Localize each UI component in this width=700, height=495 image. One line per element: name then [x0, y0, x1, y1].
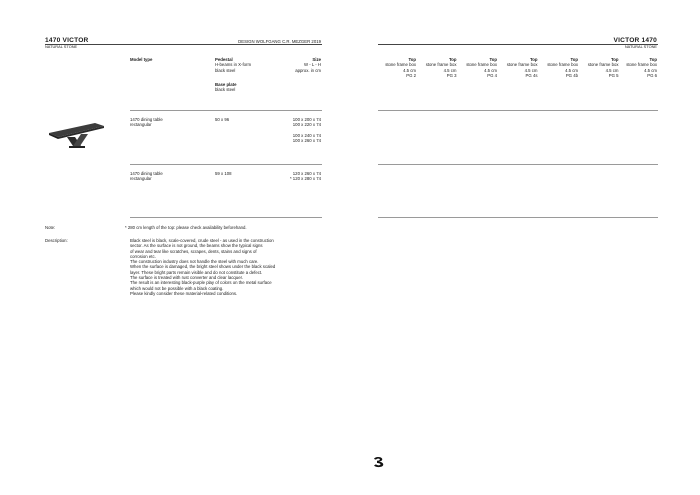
brand-logo-icon [372, 456, 386, 468]
right-row-divider-2 [378, 164, 658, 165]
size-desc-2: approx. in cm [295, 67, 321, 73]
row-1-size-2: 100 x 220 x 74 [292, 122, 321, 128]
price-column-3 [457, 57, 497, 78]
price-column-3-thickness: 4.5 cm [484, 67, 497, 73]
price-column-3-head: Top [489, 57, 497, 62]
price-column-6-material: stone frame box [587, 62, 619, 68]
description-line-11: Please kindly consider these material-related conditions. [130, 290, 238, 296]
row-2-pedestal: 59 x 108 [215, 171, 232, 176]
price-column-2-material: stone frame box [425, 62, 457, 68]
row-2-size-1: 120 x 260 x 74 [292, 171, 321, 176]
price-column-7-thickness: 4.5 cm [644, 67, 657, 73]
price-column-4-head: Top [529, 57, 538, 62]
row-2-size-2: * 120 x 280 x 74 [289, 176, 321, 182]
row-divider-1 [130, 110, 322, 111]
pedestal-title: Pedestal [215, 57, 233, 62]
price-column-4-group: PG 4s [525, 72, 538, 78]
pedestal-desc-1: H-beams in X-form [215, 62, 252, 68]
base-plate-title: Base plate [215, 82, 237, 87]
table-illustration [47, 113, 107, 153]
left-page-title: 1470 VICTOR [45, 37, 89, 44]
right-row-divider-1 [378, 110, 658, 111]
price-column-6 [579, 57, 619, 78]
row-1-size-3: 100 x 240 x 74 [292, 132, 321, 138]
row-1-model-name: 1470 dining table [130, 117, 163, 122]
price-column-2-thickness: 4.5 cm [443, 67, 457, 73]
price-column-3-material: stone frame box [466, 62, 497, 68]
price-column-5-group: PG 4b [565, 72, 578, 78]
description-text [130, 238, 275, 296]
note-text: * 280 cm length of the top: please check availability beforehand. [125, 225, 247, 230]
price-column-1 [376, 57, 416, 78]
price-column-1-group: PG 2 [406, 72, 416, 78]
price-column-1-head: Top [408, 57, 416, 62]
note-label: Note: [45, 225, 56, 230]
price-column-6-thickness: 4.5 cm [605, 67, 619, 73]
row-divider-2 [130, 164, 322, 165]
base-plate-desc: black steel [215, 87, 236, 93]
table-top-surface [49, 123, 104, 137]
model-type-header: Model type [130, 57, 153, 62]
row-2-sizes [260, 171, 321, 182]
right-page-title: VICTOR 1470 [613, 37, 657, 44]
description-line-2: sector. As the surface is not ground, the beams show the typical signs [130, 243, 263, 249]
row-divider-3 [130, 217, 322, 218]
brand-logo-mark [374, 457, 383, 467]
description-line-6: When the surface is damaged, the bright steel shows under the black scaled [130, 264, 276, 270]
description-line-5: The construction industry does not handle the steel with much care. [130, 259, 259, 265]
row-1-pedestal: 50 x 96 [215, 117, 230, 122]
price-column-5 [538, 57, 578, 78]
right-page-subtitle: NATURAL STONE [624, 44, 657, 49]
price-column-1-material: stone frame box [385, 62, 416, 68]
row-1-model [130, 117, 163, 128]
description-line-8: The surface is treated with rust converter and clear lacquer. [130, 275, 243, 281]
price-column-5-material: stone frame box [547, 62, 578, 68]
size-desc-1: W - L - H [303, 62, 321, 68]
row-1-model-shape: rectangular [130, 122, 152, 128]
size-header [270, 57, 321, 73]
price-column-6-head: Top [610, 57, 619, 62]
row-2-model-shape: rectangular [130, 176, 152, 182]
base-plate-header [215, 82, 237, 93]
design-credit: DESIGN WOLFGANG C.R. MEZGER 2019 [238, 38, 321, 44]
price-column-7-head: Top [649, 57, 657, 62]
left-page-subtitle: NATURAL STONE [45, 44, 78, 49]
row-2-model-name: 1470 dining table [130, 171, 163, 176]
description-label: Description: [45, 238, 68, 243]
price-column-2 [417, 57, 457, 78]
price-column-3-group: PG 4 [487, 72, 497, 78]
right-header-rule [378, 44, 658, 45]
price-column-6-group: PG 5 [608, 72, 619, 78]
row-1-size-1: 100 x 200 x 74 [292, 117, 321, 122]
pedestal-desc-2: black steel [215, 67, 236, 73]
description-line-1: Black steel is black, scale-covered, crude steel - as used in the construction [130, 238, 274, 243]
row-1-size-4: 100 x 260 x 74 [292, 138, 321, 144]
price-column-4-material: stone frame box [506, 62, 538, 68]
price-column-2-head: Top [448, 57, 457, 62]
table-base-plate [69, 146, 85, 148]
right-row-divider-3 [378, 217, 658, 218]
description-line-7: layer. These bright parts remain visible and do not constitute a defect. [130, 269, 263, 275]
description-line-9: The result is an interesting black-purple play of colors on the metal surface [130, 280, 272, 286]
left-header-rule [45, 44, 322, 45]
price-column-5-thickness: 4.5 cm [565, 67, 578, 73]
size-title: Size [312, 57, 321, 62]
price-column-4 [498, 57, 538, 78]
price-column-4-thickness: 4.5 cm [524, 67, 538, 73]
description-line-4: corrosion etc. [130, 253, 156, 259]
price-column-5-head: Top [570, 57, 578, 62]
description-line-10: which would not be possible with a black coating. [130, 285, 224, 291]
price-column-1-thickness: 4.5 cm [403, 67, 416, 73]
pedestal-header [215, 57, 251, 73]
row-2-model [130, 171, 163, 182]
price-column-7 [617, 57, 657, 78]
price-column-2-group: PG 3 [446, 72, 457, 78]
price-column-7-group: PG 6 [647, 72, 657, 78]
price-column-7-material: stone frame box [626, 62, 657, 68]
row-1-sizes [260, 117, 321, 143]
description-line-3: of wear and tear like scratches, scrapes, dents, stains and signs of [130, 248, 257, 254]
